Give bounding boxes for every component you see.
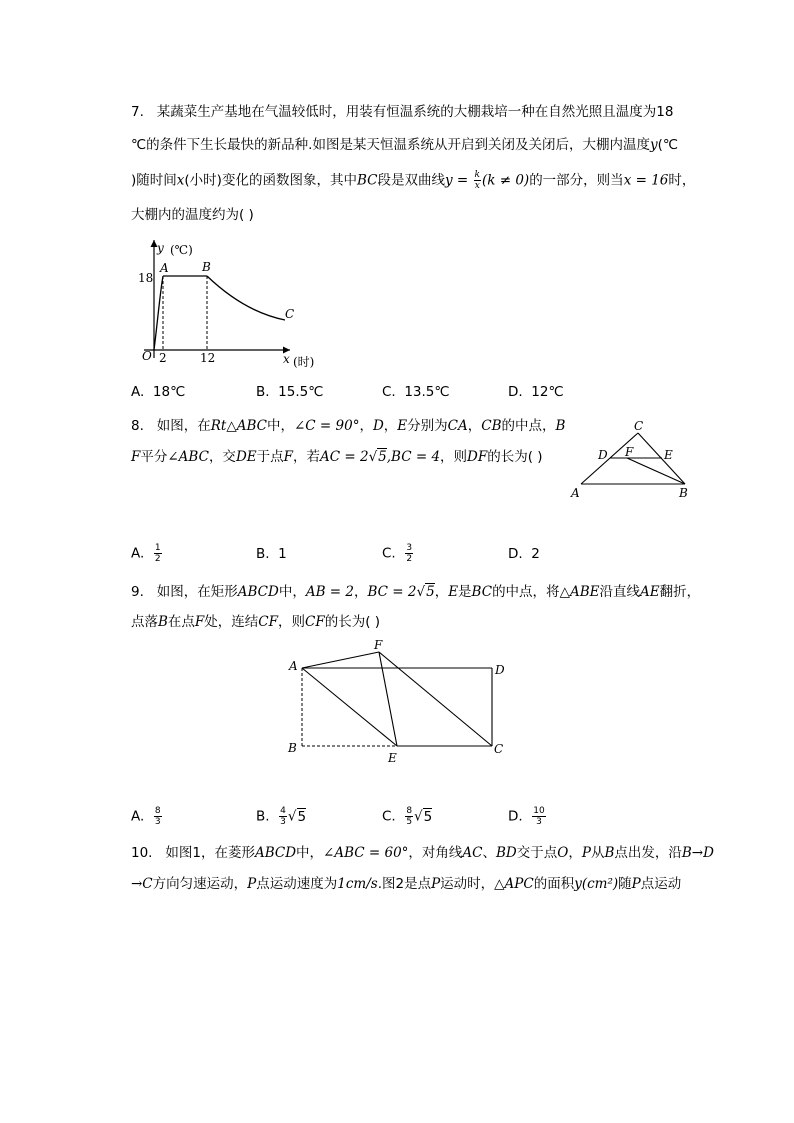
- q7-tick-12: 12: [200, 351, 216, 365]
- q7-label-c: C: [285, 307, 295, 321]
- q9-option-b[interactable]: B. $\frac{4}{3}$ √5: [256, 806, 307, 827]
- q7-option-b[interactable]: B. 15.5℃: [256, 384, 324, 400]
- q9-label-f: F: [374, 638, 383, 652]
- q7-origin: O: [142, 349, 152, 363]
- q7-y-unit: (℃): [170, 243, 193, 257]
- q8-label-d: D: [598, 448, 608, 462]
- q8-option-a[interactable]: A. $\frac{1}{2}$: [131, 543, 161, 564]
- q8-figure: [565, 415, 700, 505]
- q7-tick-18: 18: [138, 271, 154, 285]
- q9-label-b: B: [288, 741, 297, 755]
- q7-tick-2: 2: [159, 351, 167, 365]
- q9-figure: [280, 636, 515, 766]
- q9-option-a[interactable]: A. $\frac{8}{3}$: [131, 806, 161, 827]
- q7-x-label: x: [283, 352, 290, 366]
- q8-label-f: F: [625, 445, 634, 459]
- q8-option-c[interactable]: C. $\frac{3}{2}$: [382, 543, 413, 564]
- q7-x-unit: (时): [293, 355, 315, 369]
- q9-line-1: 9. 如图，在矩形ABCD中，AB = 2，BC = 2√5，E是BC的中点，将△ABE沿直线AE翻折，: [131, 584, 701, 600]
- q10-number: 10.: [131, 845, 153, 861]
- q7-line-2: ℃的条件下生长最快的新品种.如图是某天恒温系统从开启到关闭及关闭后，大棚内温度y(℃: [131, 137, 679, 153]
- q8-label-e: E: [664, 448, 673, 462]
- q9-number: 9.: [131, 584, 144, 600]
- q9-line-2: 点落B在点F处，连结CF，则CF的长为( ): [131, 614, 381, 630]
- q7-line-4: 大棚内的温度约为( ): [131, 207, 254, 223]
- q8-number: 8.: [131, 418, 144, 434]
- q9-option-d[interactable]: D. $\frac{10}{3}$: [508, 806, 545, 827]
- q7-option-a[interactable]: A. 18℃: [131, 384, 186, 400]
- q8-label-a: A: [571, 486, 580, 500]
- q7-line-1: 7. 某蔬菜生产基地在气温较低时，用装有恒温系统的大棚栽培一种在自然光照且温度为18: [131, 104, 674, 120]
- q9-label-e: E: [388, 751, 397, 765]
- q9-label-c: C: [494, 742, 504, 756]
- q10-line-2: →C方向匀速运动，P点运动速度为1cm/s.图2是点P运动时，△APC的面积y(cm²)随P点运动: [131, 876, 682, 892]
- q7-curve-oa: [154, 276, 163, 350]
- q9-label-a: A: [289, 659, 298, 673]
- q7-number: 7.: [131, 104, 144, 120]
- q7-fraction-k-over-x: $\frac{k}{x}$: [474, 170, 480, 191]
- q8-label-c: C: [634, 419, 644, 433]
- q7-y-label: y: [157, 241, 164, 255]
- q7-curve-bc: [207, 276, 285, 320]
- q7-label-b: B: [202, 260, 211, 274]
- q8-option-b[interactable]: B. 1: [256, 546, 287, 562]
- q8-label-b: B: [679, 486, 688, 500]
- q9-option-c[interactable]: C. $\frac{8}{5}$ √5: [382, 806, 433, 827]
- q7-line-3: )随时间x(小时)变化的函数图象，其中BC段是双曲线y = $\frac{k}{x}$ (k ≠ 0)的一部分，则当x = 16时，: [131, 170, 696, 191]
- q7-option-d[interactable]: D. 12℃: [508, 384, 564, 400]
- q7-label-a: A: [160, 261, 169, 275]
- q10-line-1: 10. 如图1，在菱形ABCD中，∠ABC = 60°，对角线AC、BD交于点O，P从B点出发，沿B→D: [131, 845, 714, 861]
- q8-line-2: F平分∠ABC，交DE于点F，若AC = 2√5,BC = 4，则DF的长为( ): [131, 449, 543, 465]
- q7-graph: [130, 238, 330, 373]
- q9-label-d: D: [495, 663, 505, 677]
- q8-option-d[interactable]: D. 2: [508, 546, 540, 562]
- q8-line-1: 8. 如图，在Rt△ABC中，∠C = 90°，D，E分别为CA，CB的中点，B: [131, 418, 566, 434]
- q7-option-c[interactable]: C. 13.5℃: [382, 384, 450, 400]
